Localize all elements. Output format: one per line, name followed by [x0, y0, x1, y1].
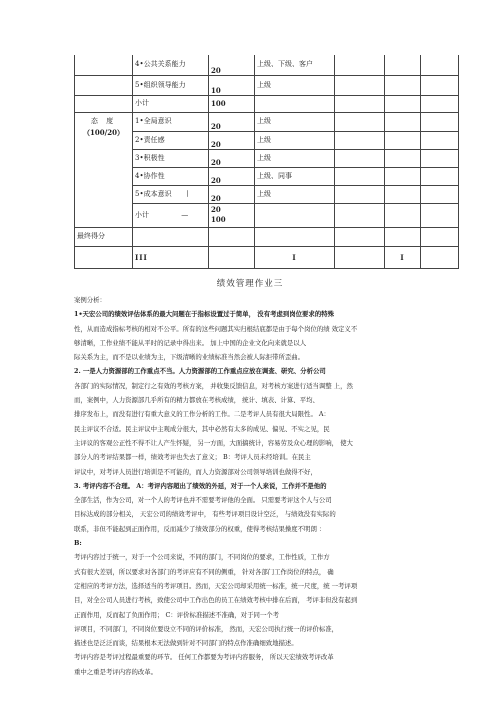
table-row	[75, 227, 459, 246]
table-row	[75, 112, 459, 131]
text-line: 考评内容过于统一，对于一个公司来说，不同的部门，不同岗位的要求，工作性质，工作方	[74, 553, 330, 562]
weight-value: 20	[211, 205, 221, 214]
text-line: 各部门的实际情况，制定行之有效的考核方案， 并收集反馈信息，对考核方案进行适当调整 上，然	[74, 381, 353, 390]
item-cell: 4•协作性	[133, 167, 209, 185]
evaluator-cell: 上级	[255, 185, 335, 203]
text-line: 部分人的考评结果都一样，绩效考评也失去了意义； B：考评人员未经培训。在民主	[74, 453, 311, 462]
item-cell: 5•组织领导能力	[133, 75, 209, 95]
table-row	[75, 149, 459, 167]
text-line: 联系，非但不能起到正面作用，反而减少了绩效部分的权重，使得考核结果操度不明朗 ：	[74, 524, 326, 533]
text-line: 目标达成的部分相关， 天宏公司的绩效考评中， 有些考评项目设计空泛， 与绩效没有实际的	[74, 510, 336, 519]
attitude-label: 态 度	[90, 116, 117, 125]
item-cell: 1•全局意识	[133, 112, 209, 131]
handwritten-mark: I	[385, 246, 421, 268]
table-row	[75, 203, 459, 227]
weight-cell: 20	[209, 112, 255, 131]
text-line: 目，对全公司人员进行考核，致使公司中工作出色的员工在绩效考核中排在后面， 考评非但没有起到	[74, 596, 358, 605]
attitude-category-cell	[75, 112, 133, 227]
text-line: 够清晰，工作业绩不能从平时的记录中得出来。 加上中国的企业文化向来就是以人	[74, 338, 307, 347]
weight-cell: 20	[209, 55, 255, 75]
final-score-label: 最终得分	[75, 227, 133, 246]
evaluator-cell: 上级	[255, 149, 335, 167]
text-line: 案例分析：	[74, 296, 106, 304]
evaluation-table	[74, 55, 459, 269]
item-cell	[133, 185, 209, 203]
handwritten-mark: III	[133, 246, 209, 268]
item-cell: 2•责任感	[133, 131, 209, 149]
text-line: 考评内容是考评过程最重要的环节。 任何工作都要为考评内容服务， 所以天宏绩效考评改革	[74, 653, 334, 662]
evaluator-cell: 上级、下级、客户	[255, 55, 335, 75]
weight-cell: 20	[209, 167, 255, 185]
text-line: 民主评议不合适。民主评议中主观成分很大，其中必然有太多的成见、偏见、不实之见，民	[74, 424, 330, 433]
stray-dash: —	[181, 210, 189, 219]
table-row	[75, 95, 459, 112]
text-line: 性，从而造成指标考核的相对不公平。所有的这些问题其实归根结底都是由于每个岗位的绩 效定义不	[74, 324, 358, 333]
text-line: 主评议的客观公正性不得不让人产生怀疑， 另一方面，大面搞统计，容易劳及众心理的影响， 使大	[74, 438, 353, 447]
table-row	[75, 75, 459, 95]
text-line: 评项目，不同部门，不同岗位要设立不同的评价标准， 然而，天宏公司执行统一的评价标准，	[74, 624, 339, 633]
text-line: 评议中，对考评人员进行培训是不可能的，而人力资源部对公司领导培训也做得不好，	[74, 467, 317, 476]
text-line: 3. 考评内容不合理。 A：考评内容超出了绩效的外延，对于一个人来说，工作并不是他的	[74, 481, 327, 490]
text-line: 1•天宏公司的绩效评估体系的最大问题在于指标设置过于简单， 没有考虑到岗位要求的特殊	[74, 310, 334, 319]
evaluator-cell: 上级	[255, 75, 335, 95]
case-analysis-text	[74, 293, 434, 679]
weight-cell: 20	[209, 131, 255, 149]
weight-cell: 100	[209, 95, 255, 112]
text-line: 际关系为主，而不是以业绩为主，下级清晰的业绩标准当然会被人际拒带所歪曲。	[74, 353, 305, 362]
weight-cell	[209, 203, 255, 227]
text-line: B:	[74, 539, 82, 548]
stray-mark: 丨	[183, 189, 191, 198]
table-row	[75, 167, 459, 185]
text-line: 重中之重是考评内容的改革。	[74, 667, 158, 676]
weight-cell: 10	[209, 75, 255, 95]
subtotal-label: 小计	[135, 210, 149, 219]
subtotal-label: 小计	[133, 95, 209, 112]
handwritten-mark: I	[255, 246, 335, 268]
evaluator-cell: 上级	[255, 131, 335, 149]
weight-cell: 20	[209, 149, 255, 167]
weight-cell: 20	[209, 185, 255, 203]
page-title: 绩效管理作业三	[216, 279, 284, 289]
table-row	[75, 55, 459, 75]
text-line: 2. 一是人力资源部的工作重点不当。人力资源部的工作重点应放在调查、研究、分析公司	[74, 367, 326, 376]
evaluator-cell: 上级、同事	[255, 167, 335, 185]
table-row	[75, 131, 459, 149]
text-line: 正面作用，反而起了负面作用； C：评价标准描述不准确，对于同一个考	[74, 610, 280, 619]
text-line: 描述也是泛泛而谈，结果根本无法做到针对不同部门的特点作准确细致地描述。	[74, 639, 298, 648]
weight-value: 100	[211, 215, 226, 224]
text-line: 全部生活，作为公司，对一个人的考评也并不需要考评他的全面。 只需要考评这个人与公司	[74, 496, 332, 505]
item-label: 5•成本意识	[135, 189, 172, 198]
text-line: 式有很大差别，所以要求对各部门的考评应有不同的侧重， 针对各部门工作岗位的特点， 确	[74, 567, 334, 576]
item-cell: 3•积极性	[133, 149, 209, 167]
attitude-score: （100/20）	[83, 127, 124, 137]
table-row	[75, 185, 459, 203]
item-cell	[133, 203, 209, 227]
text-line: 定相应的考评方法，选择适当的考评项目。然而，天宏公司却采用统一标准，统一尺度，统 一考评项	[74, 581, 358, 590]
table-row	[75, 246, 459, 268]
item-cell: 4•公共关系能力	[133, 55, 209, 75]
evaluator-cell: 上级	[255, 112, 335, 131]
text-line: 而，案例中，人力资源部几乎所有的精力都放在考核成绩， 统计、填表、计算、平均、	[74, 396, 319, 405]
text-line: 排序发布上，而没有进行有重大意义的工作分析的工作。二是考评人员有很大局限性。 A：	[74, 410, 330, 419]
